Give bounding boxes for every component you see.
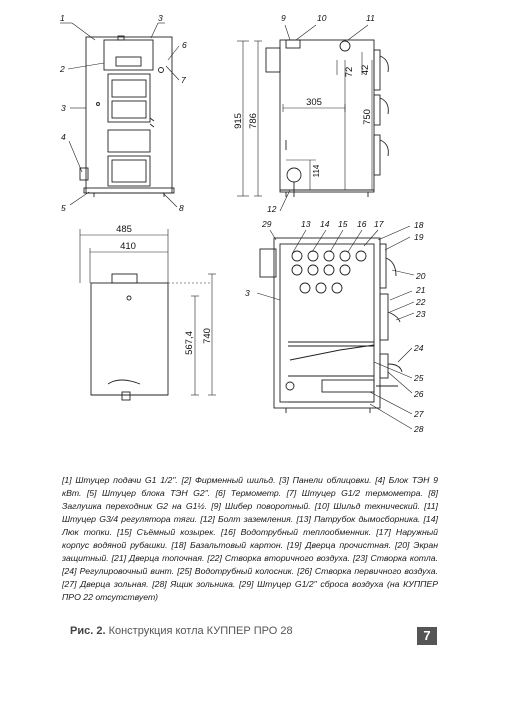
callout-15: 15 (338, 219, 348, 229)
legend-item: [8] Заглушка переходник G2 на G1½. (62, 488, 438, 511)
callout-19: 19 (414, 232, 424, 242)
dim-567-4: 567,4 (184, 331, 195, 355)
section-view (260, 238, 402, 413)
dim-305: 305 (306, 97, 322, 108)
callout-9: 9 (281, 13, 286, 23)
caption-text: Конструкция котла КУППЕР ПРО 28 (105, 625, 293, 637)
callout-4: 4 (61, 132, 66, 142)
callout-6: 6 (182, 40, 187, 50)
legend-item: [26] Створка первичного воздуха. (297, 566, 438, 576)
callout-11: 11 (366, 13, 375, 23)
page-number: 7 (417, 627, 437, 645)
callout-17: 17 (374, 219, 384, 229)
legend-item: [24] Регулировочный винт. (62, 566, 178, 576)
front-callouts (59, 13, 187, 213)
dim-410: 410 (120, 241, 136, 252)
legend-item: [29] Штуцер G1/2" сброса воздуха (на КУППЕР ПРО 22 отсутствует) (62, 579, 438, 602)
callout-5: 5 (61, 203, 66, 213)
dim-485: 485 (116, 224, 132, 235)
rear-view (91, 274, 168, 400)
callout-14: 14 (320, 219, 330, 229)
legend-item: [10] Шильд технический. (314, 501, 425, 511)
legend-item: [16] Водотрубный теплообменник. (220, 527, 377, 537)
callout-24: 24 (414, 343, 424, 353)
callout-2: 2 (60, 64, 65, 74)
dim-750: 750 (362, 109, 373, 125)
legend-item: [28] Ящик зольника. (152, 579, 239, 589)
legend-item: [7] Штуцер G1/2 термометра. (286, 488, 429, 498)
front-view (80, 36, 174, 197)
legend-item: [17] Наружный корпус водяной рубашки. (62, 527, 438, 550)
dim-72: 72 (344, 66, 355, 78)
parts-legend (62, 474, 438, 604)
callout-3: 3 (61, 103, 66, 113)
callout-18: 18 (414, 220, 424, 230)
callout-25: 25 (414, 373, 424, 383)
figure-caption (70, 625, 293, 637)
callout-10: 10 (317, 13, 327, 23)
dim-786: 786 (248, 113, 259, 129)
legend-item: [13] Патрубок дымосборника. (296, 514, 424, 524)
callout-28: 28 (414, 424, 424, 434)
callout-13: 13 (301, 219, 311, 229)
legend-item: [5] Штуцер блока ТЭН G2". (86, 488, 216, 498)
callout-1: 1 (60, 13, 65, 23)
legend-item: [3] Панели облицовки. (279, 475, 376, 485)
legend-item: [18] Базальтовый картон. (171, 540, 287, 550)
callout-20: 20 (416, 271, 426, 281)
callout-22: 22 (416, 297, 426, 307)
legend-item: [4] Блок ТЭН 9 кВт. (62, 475, 438, 498)
legend-item: [12] Болт заземления. (200, 514, 297, 524)
callout-23: 23 (416, 309, 426, 319)
callout-27: 27 (414, 409, 424, 419)
legend-item: [21] Дверца топочная. (111, 553, 208, 563)
legend-item: [2] Фирменный шильд. (181, 475, 280, 485)
callout-7: 7 (181, 75, 186, 85)
legend-item: [19] Дверца прочистная. (286, 540, 395, 550)
legend-item: [23] Створка котла. (352, 553, 438, 563)
legend-item: [6] Термометр. (215, 488, 287, 498)
dim-42: 42 (360, 64, 371, 76)
legend-item: [22] Створка вторичного воздуха. (207, 553, 353, 563)
callout-21: 21 (416, 285, 426, 295)
legend-item: [15] Съёмный козырек. (117, 527, 221, 537)
legend-item: [14] Люк топки. (62, 514, 439, 537)
callout-26: 26 (414, 389, 424, 399)
callout-8: 8 (179, 203, 184, 213)
legend-item: [20] Экран защитный. (62, 540, 438, 563)
caption-prefix: Рис. 2. (70, 625, 106, 637)
legend-item: [27] Дверца зольная. (62, 579, 153, 589)
callout-16: 16 (357, 219, 367, 229)
dim-740: 740 (202, 328, 213, 344)
legend-item: [25] Водотрубный колосник. (177, 566, 298, 576)
dim-915: 915 (233, 113, 244, 129)
dim-114: 114 (312, 164, 321, 178)
legend-item: [11] Штуцер G3/4 регулятора тяги. (62, 501, 438, 524)
legend-item: [9] Шибер поворотный. (211, 501, 315, 511)
callout-12: 12 (267, 204, 277, 214)
callout-29: 29 (262, 219, 272, 229)
side-callouts (267, 13, 375, 214)
callout-3c: 3 (245, 288, 250, 298)
legend-item: [1] Штуцер подачи G1 1/2". (62, 475, 182, 485)
callout-3b: 3 (158, 13, 163, 23)
